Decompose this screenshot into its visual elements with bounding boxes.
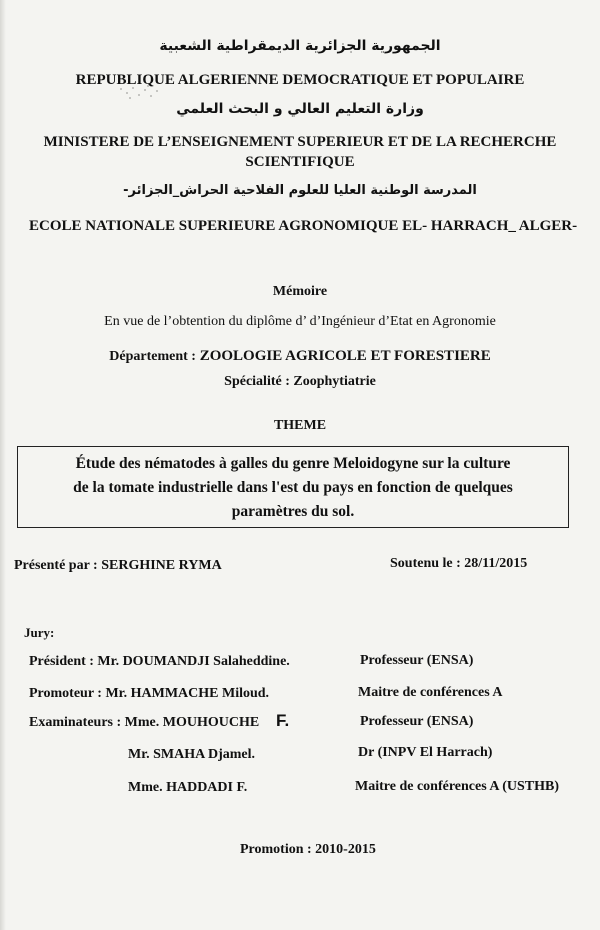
jury-role-examinateur-1: Examinateurs : Mme. MOUHOUCHE bbox=[29, 715, 260, 730]
jury-title-examinateur-1: Professeur (ENSA) bbox=[360, 714, 474, 729]
jury-role-promoteur: Promoteur : Mr. HAMMACHE Miloud. bbox=[29, 686, 270, 701]
ministry-title-line2: SCIENTIFIQUE bbox=[245, 154, 355, 170]
presented-by: Présenté par : SERGHINE RYMA bbox=[14, 558, 222, 573]
jury-role-president: Président : Mr. DOUMANDJI Salaheddine. bbox=[29, 654, 290, 669]
jury-title-president: Professeur (ENSA) bbox=[360, 653, 474, 668]
defense-date: Soutenu le : 28/11/2015 bbox=[390, 556, 528, 571]
department-label: Département : bbox=[109, 349, 196, 364]
ministry-title-line1: MINISTERE DE L’ENSEIGNEMENT SUPERIEUR ET DE LA RECHERCHE bbox=[43, 134, 557, 150]
jury-role-examinateur-2: Mr. SMAHA Djamel. bbox=[128, 747, 256, 762]
department-line bbox=[0, 348, 600, 365]
theme-line-2: de la tomate industrielle dans l'est du pays en fonction de quelques bbox=[73, 479, 513, 496]
diploma-purpose: En vue de l’obtention du diplôme d’ d’Ingénieur d’Etat en Agronomie bbox=[104, 314, 496, 329]
promotion-years: Promotion : 2010-2015 bbox=[240, 842, 376, 857]
handwritten-initial: F. bbox=[276, 711, 290, 730]
jury-title-examinateur-2: Dr (INPV El Harrach) bbox=[358, 745, 493, 760]
jury-title-examinateur-3: Maitre de conférences A (USTHB) bbox=[355, 779, 560, 794]
republic-title: REPUBLIQUE ALGERIENNE DEMOCRATIQUE ET POPULAIRE bbox=[75, 72, 525, 88]
theme-line-3: paramètres du sol. bbox=[231, 503, 355, 520]
memoire-title: Mémoire bbox=[272, 284, 328, 299]
ink-stamp-mark bbox=[118, 84, 160, 100]
theme-line-1: Étude des nématodes à galles du genre Meloidogyne sur la culture bbox=[75, 455, 511, 472]
specialite-line: Spécialité : Zoophytiatrie bbox=[224, 374, 376, 389]
arabic-republic-title: الجمهورية الجزائرية الديمقراطية الشعبية bbox=[159, 38, 441, 54]
arabic-ministry-title: وزارة التعليم العالي و البحث العلمي bbox=[176, 101, 424, 117]
arabic-school-title: المدرسة الوطنية العليا للعلوم الفلاحية الحراش_الجزائر- bbox=[123, 183, 477, 198]
theme-label: THEME bbox=[273, 418, 327, 433]
jury-title-promoteur: Maitre de conférences A bbox=[358, 685, 503, 700]
department-value: ZOOLOGIE AGRICOLE ET FORESTIERE bbox=[199, 348, 491, 364]
theme-box bbox=[17, 446, 569, 528]
jury-label: Jury: bbox=[24, 625, 55, 640]
jury-role-examinateur-3: Mme. HADDADI F. bbox=[128, 780, 248, 795]
school-title: ECOLE NATIONALE SUPERIEURE AGRONOMIQUE EL- HARRACH_ ALGER- bbox=[29, 218, 578, 234]
